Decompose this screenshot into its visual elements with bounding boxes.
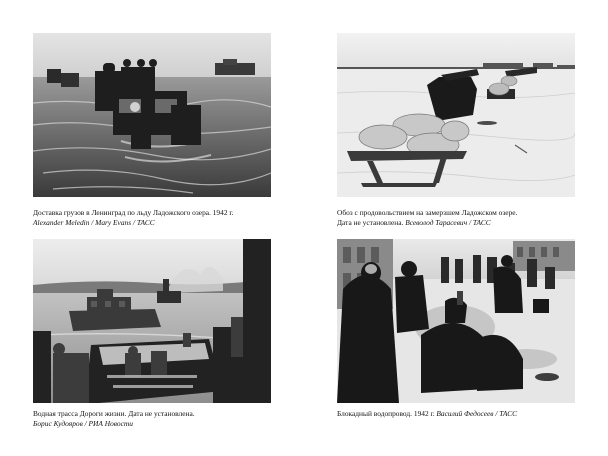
photo-credit: Alexander Meledin / Mary Evans / ТАСС <box>33 217 155 227</box>
caption-date-note: Дата не установлена. <box>337 217 404 227</box>
caption-photo-2 <box>337 208 587 227</box>
photo-ice-road-trucks <box>33 33 271 197</box>
caption-text: Обоз с продовольствием на замерзшем Ладожском озере. <box>337 208 518 217</box>
caption-photo-1 <box>33 208 283 227</box>
caption-text-line <box>337 409 587 419</box>
caption-text: Водная трасса Дороги жизни. Дата не установлена. <box>33 409 195 418</box>
caption-text: Доставка грузов в Ленинград по льду Ладожского озера. 1942 г. <box>33 208 234 217</box>
photo-water-route-barges <box>33 239 271 403</box>
caption-photo-3 <box>33 409 283 428</box>
caption-text-line2 <box>337 218 587 228</box>
photo-credit: Василий Федосеев / ТАСС <box>436 409 518 418</box>
caption-text: Блокадный водопровод. 1942 г. <box>337 409 435 418</box>
photo-food-sledge-convoy <box>337 33 575 197</box>
photo-credit: Всеволод Тарасевич / ТАСС <box>405 217 491 227</box>
caption-photo-4 <box>337 409 587 419</box>
photo-credit: Борис Кудояров / РИА Новости <box>33 418 133 428</box>
photo-blockade-water-supply <box>337 239 575 403</box>
